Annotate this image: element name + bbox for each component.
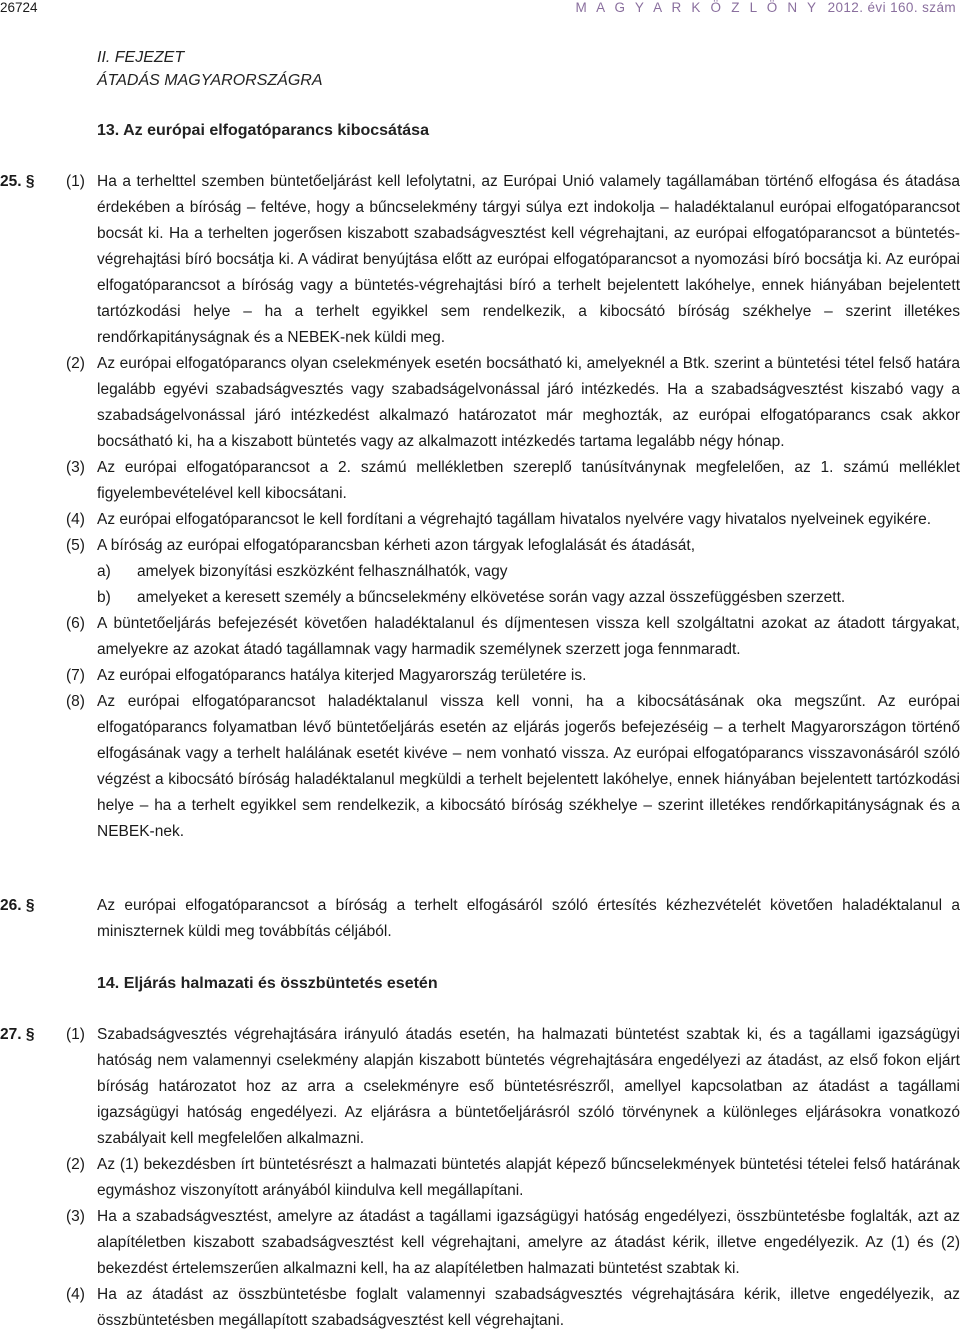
section-25 <box>0 169 960 845</box>
paragraph-text: Az európai elfogatóparancs olyan cselekmények esetén bocsátható ki, amelyeknél a Btk. szerint a büntetési tétel felső határa legalább egyévi szabadságvesztés vagy szabadságelvonással járó intézkedés. Ha a szabadságvesztést kiszabó vagy a szabadságelvonással járó intézkedést alkalmazó határozatot már meghozták, az európai elfogatóparancs csak akkor bocsátható ki, ha a kiszabott büntetés vagy az alkalmazott intézkedés tartama legalább négy hónap. <box>97 355 960 450</box>
paragraph-27-2 <box>0 1152 960 1204</box>
subtitle-13: 13. Az európai elfogatóparancs kibocsátása <box>97 122 429 139</box>
section-27 <box>0 1022 960 1334</box>
paragraph-27-4 <box>0 1282 960 1334</box>
paragraph-25-8 <box>0 689 960 845</box>
paragraph-number: (2) <box>66 355 85 372</box>
paragraph-25-7 <box>0 663 960 689</box>
paragraph-25-5 <box>0 533 960 611</box>
paragraph-number: (4) <box>66 511 85 528</box>
paragraph-text: Az (1) bekezdésben írt büntetésrészt a halmazati büntetés alapját képező bűncselekmények büntetési tételei felső határának egymáshoz viszonyított arányából kiindulva kell megállapítani. <box>97 1156 960 1199</box>
paragraph-text: Ha az átadást az összbüntetésbe foglalt valamennyi szabadságvesztés végrehajtására kérik, illetve engedélyezik, az összbüntetésben megállapított szabadságvesztést kell végrehajtani. <box>97 1286 960 1329</box>
paragraph-text: Ha a terhelttel szemben büntetőeljárást kell lefolytatni, az Európai Unió valamely tagállamában történő elfogása és átadása érdekében a bíróság – feltéve, hogy a bűncselekmény tárgyi súlya ezt indokolja – haladéktalanul európai elfogatóparancsot bocsát ki. Ha a terhelten jogerősen kiszabott szabadságvesztést kell végrehajtani, az európai elfogatóparancsot a büntetés-végrehajtási bíró bocsátja ki. A vádirat benyújtása előtt az európai elfogatóparancsot a nyomozási bíró bocsátja ki. Az európai elfogatóparancsot a bíróság vagy a büntetés-végrehajtási bíró a terhelt bejelentett lakóhelye, ennek hiányában bejelentett tartózkodási helye – ha a terhelt egyikkel sem rendelkezik, a kibocsátó bíróság székhelye – szerint illetékes rendőrkapitányságnak és a NEBEK-nek küldi meg. <box>97 173 960 346</box>
paragraph-27-3 <box>0 1204 960 1282</box>
point-text: amelyeket a keresett személy a bűncselekmény elkövetése során vagy azzal összefüggésben szerzett. <box>137 589 846 606</box>
point-text: amelyek bizonyítási eszközként felhasználhatók, vagy <box>137 563 508 580</box>
point-key: a) <box>97 563 111 580</box>
section-number: 26. § <box>0 897 35 914</box>
paragraph-25-2 <box>0 351 960 455</box>
paragraph-text: A bíróság az európai elfogatóparancsban kérheti azon tárgyak lefoglalását és átadását, <box>97 537 696 554</box>
section-number: 25. § <box>0 173 35 190</box>
issue-info: 2012. évi 160. szám <box>827 0 956 15</box>
section-26 <box>0 893 960 945</box>
paragraph-text: Szabadságvesztés végrehajtására irányuló átadás esetén, ha halmazati büntetést szabtak ki, és a tagállami igazságügyi hatóság nem valamennyi cselekmény alapján kiszabott büntetés végrehajtására engedélyezi az átadást, az első fokon eljárt bíróság határozatot hoz az arra a cselekményre eső büntetésrészről, amellyel kapcsolatban az átadást a tagállami igazságügyi hatóság engedélyezi. Az eljárásra a büntetőeljárásról szóló törvénynek a különleges eljárásokra vonatkozó szabályait kell megfelelően alkalmazni. <box>97 1026 960 1147</box>
paragraph-number: (7) <box>66 667 85 684</box>
paragraph-number: (4) <box>66 1286 85 1303</box>
paragraph-text: Az európai elfogatóparancsot le kell fordítani a végrehajtó tagállam hivatalos nyelvére vagy hivatalos nyelveinek egyikére. <box>97 511 932 528</box>
paragraph-text: Az európai elfogatóparancsot haladéktalanul vissza kell vonni, ha a kibocsátásának oka megszűnt. Az európai elfogatóparancs folyamatban lévő büntetőeljárás esetén az eljárás jogerős befejezéséig – a terhelt Magyarországon történő elfogásának vagy a terhelt halálának esetét kivéve – nem vonható vissza. Az európai elfogatóparancs visszavonásáról szóló végzést a kibocsátó bíróság haladéktalanul megküldi a terhelt bejelentett lakóhelye, ennek hiányában bejelentett tartózkodási helye – ha a terhelt egyikkel sem rendelkezik, a kibocsátó bíróság székhelye – szerint illetékes rendőrkapitányságnak és a NEBEK-nek. <box>97 693 960 840</box>
paragraph-25-1 <box>0 169 960 351</box>
paragraph-number: (6) <box>66 615 85 632</box>
paragraph-number: (3) <box>66 1208 85 1225</box>
paragraph-27-1 <box>0 1022 960 1152</box>
chapter-number: II. FEJEZET <box>97 49 185 66</box>
paragraph-text: A büntetőeljárás befejezését követően haladéktalanul és díjmentesen vissza kell szolgáltatni azokat az átadott tárgyakat, amelyekre az azokat átadó tagállamnak vagy harmadik személynek szerzett joga fennmaradt. <box>97 615 960 658</box>
paragraph-number: (2) <box>66 1156 85 1173</box>
paragraph-text: Az európai elfogatóparancs hatálya kiterjed Magyarország területére is. <box>97 667 587 684</box>
list-item <box>97 585 960 611</box>
publication-title: M A G Y A R K Ö Z L Ö N Y <box>575 0 820 15</box>
paragraph-26 <box>0 893 960 945</box>
page-number: 26724 <box>0 0 38 15</box>
paragraph-number: (1) <box>66 1026 85 1043</box>
paragraph-text: Az európai elfogatóparancsot a 2. számú mellékletben szereplő tanúsítványnak megfelelően, az 1. számú melléklet figyelembevételével kell kibocsátani. <box>97 459 960 502</box>
point-list <box>97 559 960 611</box>
point-key: b) <box>97 589 111 606</box>
paragraph-number: (5) <box>66 537 85 554</box>
paragraph-number: (3) <box>66 459 85 476</box>
chapter-title: ÁTADÁS MAGYARORSZÁGRA <box>97 72 323 89</box>
paragraph-text: Az európai elfogatóparancsot a bíróság a terhelt elfogásáról szóló értesítés kézhezvételét követően haladéktalanul a miniszternek küldi meg továbbítás céljából. <box>97 897 960 940</box>
publication-info <box>575 0 956 16</box>
running-header <box>0 0 960 16</box>
paragraph-number: (1) <box>66 173 85 190</box>
subtitle-14: 14. Eljárás halmazati és összbüntetés esetén <box>97 975 438 992</box>
paragraph-number: (8) <box>66 693 85 710</box>
list-item <box>97 559 960 585</box>
paragraph-25-3 <box>0 455 960 507</box>
section-number: 27. § <box>0 1026 35 1043</box>
paragraph-25-6 <box>0 611 960 663</box>
paragraph-text: Ha a szabadságvesztést, amelyre az átadást a tagállami igazságügyi hatóság engedélyezi, összbüntetésbe foglalták, azt az alapítéletben kiszabott szabadságvesztést kell végrehajtani, amelyre az átadást kérik, illetve engedélyezik. Az (1) és (2) bekezdést értelemszerűen alkalmazni kell, ha az alapítéletben halmazati büntetést szabtak ki. <box>97 1208 960 1277</box>
paragraph-25-4 <box>0 507 960 533</box>
